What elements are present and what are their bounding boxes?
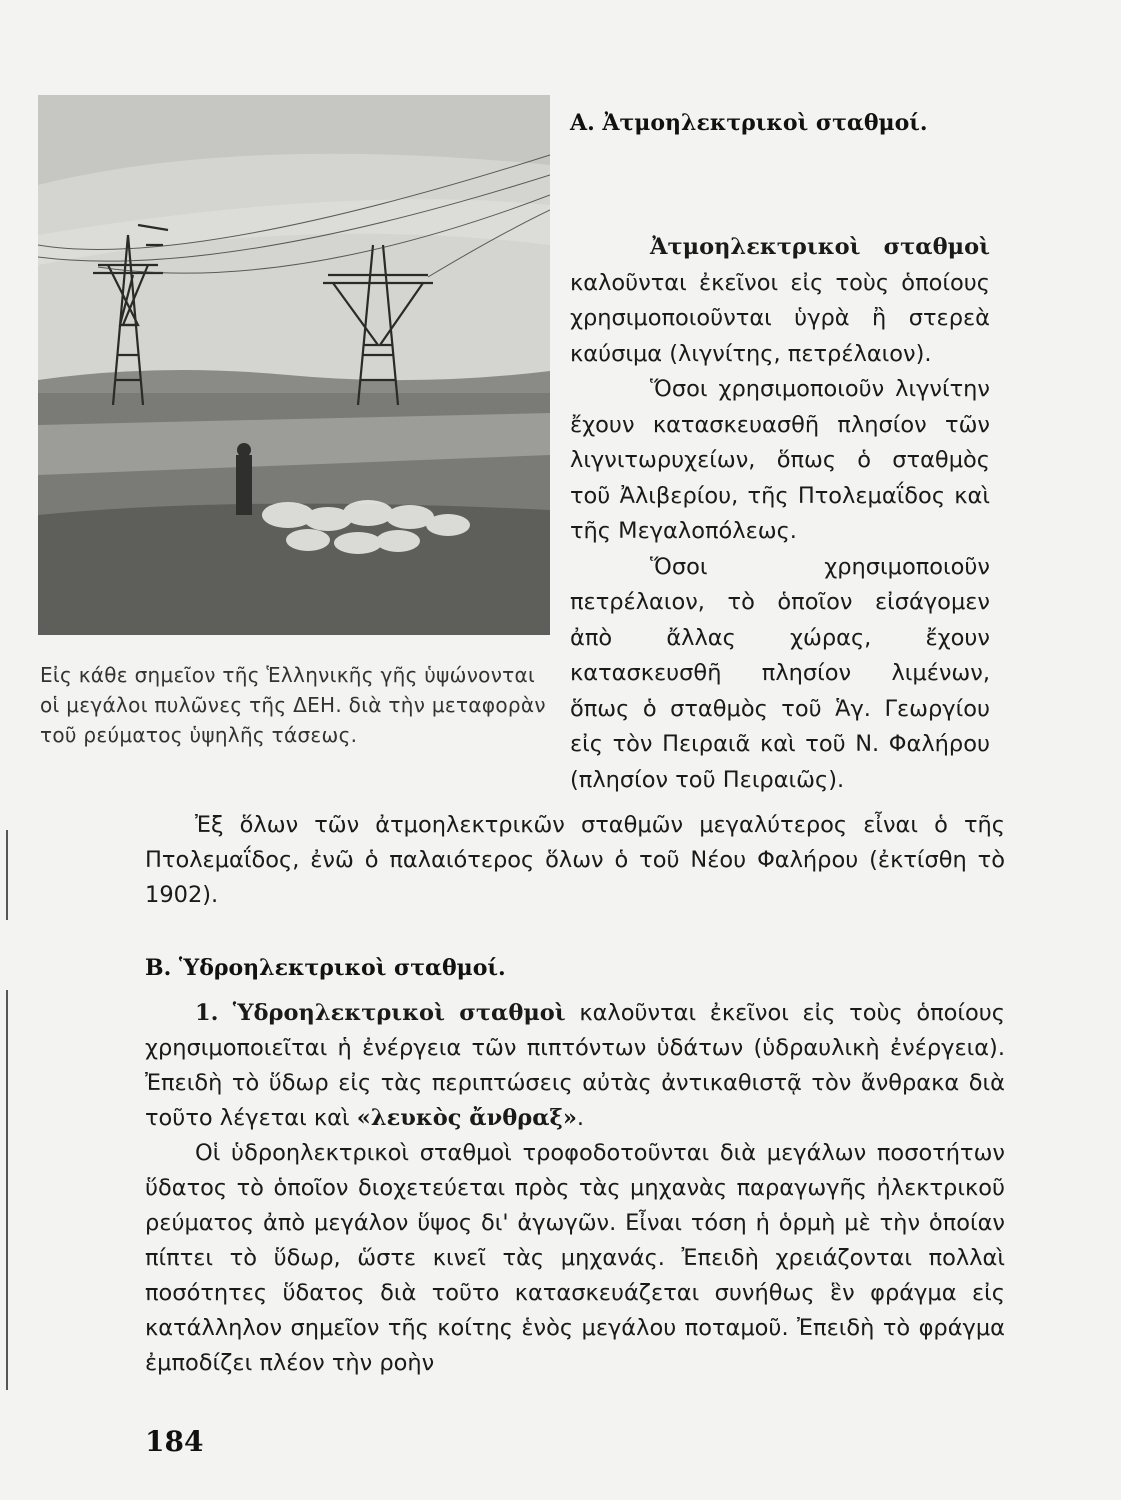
- term-white-coal: «λευκὸς ἄνθραξ»: [356, 1105, 577, 1131]
- section-b-heading: Β. Ὑδροηλεκτρικοὶ σταθμοί.: [145, 955, 506, 981]
- section-b-text: [145, 996, 1005, 1381]
- section-a-paragraph-1: [570, 230, 990, 372]
- section-a-final-text: [145, 808, 1005, 913]
- section-a-paragraph-2: Ὅσοι χρησιμοποιοῦν λιγνίτην ἔχουν κατασκευασθῆ πλησίον τῶν λιγνιτωρυχείων, ὅπως ὁ σταθμὸς τοῦ Ἀλιβερίου, τῆς Πτολεμαΐδος καὶ τῆς Μεγαλοπόλεως.: [570, 376, 990, 544]
- section-b-paragraph-1: [145, 996, 1005, 1136]
- photo-power-pylons: [38, 95, 550, 635]
- term-thermoelectric: Ἀτμοηλεκτρικοὶ σταθμοὶ: [650, 234, 990, 260]
- section-a-column-text: [570, 230, 990, 798]
- section-b-paragraph-2: Οἱ ὑδροηλεκτρικοὶ σταθμοὶ τροφοδοτοῦνται διὰ μεγάλων ποσοτήτων ὕδατος τὸ ὁποῖον διοχετεύεται πρὸς τὰς μηχανὰς παραγωγῆς ἠλεκτρικοῦ ρεύματος ἀπὸ μεγάλον ὕψος δι' ἀγωγῶν. Εἶναι τόση ἡ ὁρμὴ μὲ τὴν ὁποίαν πίπτει τὸ ὕδωρ, ὥστε κινεῖ τὰς μηχανάς. Ἐπειδὴ χρειάζονται πολλαὶ ποσότητες ὕδατος διὰ τοῦτο κατασκευάζεται συνήθως ἓν φράγμα εἰς κατάλληλον σημεῖον τῆς κοίτης ἑνὸς μεγάλου ποταμοῦ. Ἐπειδὴ τὸ φράγμα ἐμποδίζει πλέον τὴν ροὴν: [145, 1140, 1005, 1376]
- section-a-heading: Α. Ἀτμοηλεκτρικοὶ σταθμοί.: [570, 110, 928, 136]
- caption-text: Εἰς κάθε σημεῖον τῆς Ἑλληνικῆς γῆς ὑψώνονται οἱ μεγάλοι πυλῶνες τῆς ΔΕΗ. διὰ τὴν μεταφορὰν τοῦ ρεύματος ὑψηλῆς τάσεως.: [40, 663, 546, 747]
- section-b-paragraph-1-end: .: [576, 1105, 585, 1131]
- section-a-paragraph-4: Ἐξ ὅλων τῶν ἀτμοηλεκτρικῶν σταθμῶν μεγαλύτερος εἶναι ὁ τῆς Πτολεμαΐδος, ἐνῶ ὁ παλαιότερος ὅλων ὁ τοῦ Νέου Φαλήρου (ἐκτίσθη τὸ 1902).: [145, 812, 1005, 908]
- section-a-paragraph-3: Ὅσοι χρησιμοποιοῦν πετρέλαιον, τὸ ὁποῖον εἰσάγομεν ἀπὸ ἄλλας χώρας, ἔχουν κατασκευσθῆ πλησίον λιμένων, ὅπως ὁ σταθμὸς τοῦ Ἁγ. Γεωργίου εἰς τὸν Πειραιᾶ καὶ τοῦ Ν. Φαλήρου (πλησίον τοῦ Πειραιῶς).: [570, 553, 990, 793]
- section-b-paragraph-1-text: καλοῦνται ἐκεῖνοι εἰς τοὺς ὁποίους χρησιμοποιεῖται ἡ ἐνέργεια τῶν πιπτόντων ὑδάτων (ὑδραυλικὴ ἐνέργεια). Ἐπειδὴ τὸ ὕδωρ εἰς τὰς περιπτώσεις αὐτὰς ἀντικαθιστᾷ τὸν ἄνθρακα διὰ τοῦτο λέγεται καὶ: [145, 1000, 1006, 1131]
- figure-caption: [40, 660, 550, 750]
- margin-mark: [6, 990, 8, 1390]
- page-number: 184: [145, 1425, 204, 1458]
- section-a-paragraph-1-text: καλοῦνται ἐκεῖνοι εἰς τοὺς ὁποίους χρησιμοποιοῦνται ὑγρὰ ἢ στερεὰ καύσιμα (λιγνίτης, πετρέλαιον).: [570, 269, 990, 367]
- margin-mark: [6, 830, 8, 920]
- term-hydroelectric: 1. Ὑδροηλεκτρικοὶ σταθμοὶ: [195, 1000, 566, 1026]
